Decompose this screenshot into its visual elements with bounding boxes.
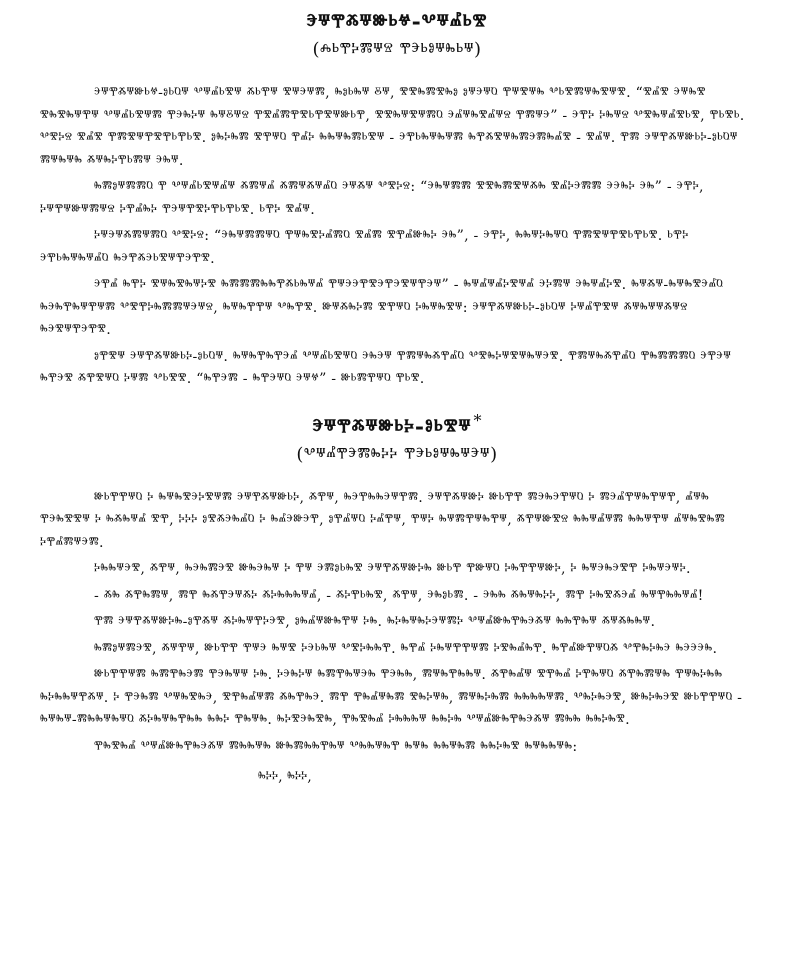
story-2-paragraph-6: ⱆⱃⰹⰹⱋⰿ ⰸⰿⰹⰸⰵⰿ ⰹⰵⰸⱋⱋ ⰽⰸ. ⰽⰵⰸⰽⱋ ⰸⰿⰹⰸⱋⰵⰸ ⰹⰵⰸⰸ, ⰿⱋⰸⰹⰸⰸⱋ. ⰶⰹⰸⰼⱋ ⰺⰹⰸⰼ ⰽⰹⰸⱋⱒ ⰶⰹⰸⰿⱋⰸ ⰹⱋⰸⰽⰸⰸ ⰸⰽⰸⰸⱋⰹⰶⱋ. ⰽ ⰹⰵⰸⰿ ⰲⱋⰸⰺⰸⰵ, ⰺⰹⰸⰼⱋⰿ ⰶⰸⰹⰸⰵ. ⰿⰹ ⰹⰸⰼⱋⰸⰿ ⰺⰸⰽⱋⰸ, ⰿⱋⰸⰽⰸⰿ ⰸⰸⰸⰸⱋⰿ. ⰲⰸⰽⰸⰵⰺ, ⱆⰸⰽⰸⰵⰺ ⱆⱃⰹⰹⱋⱒ - ⰸⱋⰸⱋ-ⰿⰸⰸⱋⰸⱋⱒ ⰶⰽⰸⱋⰸⰹⰸⰸ ⰸⰸⰽ ⰹⰸⱋⰸ. ⰸⰽⰺⰵⰸⰺⰸ, ⰹⰸⰺⰸⰼ ⰽⰸⰸⰸⱋ ⰸⰸⰽⰸ ⰲⱋⰼⱆⰸⰹⰸⰵⰶⱋ ⰿⰸⰸ ⰸⰸⰽⰸⰺ. (40, 667, 743, 728)
story-1-paragraph-3: ⰽⱋⰵⱋⰶⰿⱋⰿⱒ ⰲⰺⰽⱄ: “ⰵⰸⱋⰿⰿⱋⱒ ⰹⱋⰸⰺⰽⰼⰿⱒ ⰺⰼⰿ ⰺⰹⰼⱆⰸⰽ ⰵⰸ”, - ⰵⰹⰽ, ⰸⰸⱋⰽⰸⱋⱒ ⰹⰿⰺⱋⰹⰺⱃⰹⱃⰺ. ⱃⰹⰽ ⰵⰹⱃⰸⱋⰸⱋⰼⱒ ⰸⰵⰹⰶⰵⱃⰺⱋⰹⰵⰹⰺ. (40, 228, 689, 267)
story-2-paragraph-3: - ⰶⰸ ⰶⰹⰸⰿⱋ, ⰿⰹ ⰸⰶⰹⰵⱋⰶⰽ ⰶⰽⰸⰸⰸⱋⰼ, - ⰶⰽⰹⱃⰸⰺ, ⰶⰹⱋ, ⰵⰸⱁⱃⰿ. - ⰵⰸⰸ ⰶⰸⱋⰸⰽⰽ, ⰿⰹ ⰽⰸⰺⰶⰵⰼ ⰸⱋⰹⰸⰸⱋⰼ! (94, 587, 704, 604)
story-1-paragraph-4: ⰵⰹⰼ ⰸⰹⰽ ⰺⱋⰸⰺⰸⱋⰽⰺ ⰸⰿⰿⰿⰸⰸⰹⰶⱃⰸⱋⰼ ⰹⱋⰵⰵⰹⰺⰵⰹⰵⰺⱋⰹⰵⱋ” - ⰸⱋⰼⱋⰼⰽⰺⱋⰼ ⰵⰽⰿⱋ ⰵⰸⱋⰼⰽⰺ. ⰸⱋⰶⱋ-ⰸⱋⰸⰺⰵⰼⱒ ⰸⰵⰸⰹⰸⱋⰹⱋⰿ ⰲⰺⰹⰽⰸⰿⰿⱋⰵⱋⱄ, ⰸⱋⰸⰹⰹⱋ ⰲⰸⰹⰺ. ⱆⱋⰶⰸⰽⰿ ⰺⰹⱋⱒ ⰽⰸⱋⰸⰺⱋ: ⰵⱋⰹⰶⱋⱆⱃⰽ-ⱁⱃⱒⱋ ⰽⱋⰼⰹⰺⱋ ⰶⱋⰸⱋⱋⰶⱋⱄ ⰸⰵⰺⱋⰹⰵⰹⰺ. (40, 277, 724, 338)
story-2-body (40, 487, 754, 789)
story-1-paragraph-5: ⱁⰹⰺⱋ ⰵⱋⰹⰶⱋⱆⱃⰽ-ⱁⱃⱒⱋ. ⰸⱋⰸⰹⰸⰹⰵⰼ ⰲⱋⰼⱃⰺⱋⱒ ⰵⰸⰵⱋ ⰹⰿⱋⰸⰶⰹⰼⱒ ⰲⰺⰸⰽⱋⰺⱋⰸⱋⰵⰺ. ⰹⰿⱋⰸⰶⰹⰼⱒ ⰹⰸⰿⰿⰿⱒ ⰵⰹⰵⱋ ⰸⰹⰵⰺ ⰶⰹⰺⱋⱒ ⰽⱋⰿ ⰲⱃⰺⰺ. “ⰸⰹⰵⰿ - ⰸⰹⰵⱋⱒ ⰵⱋⱍ” - ⱆⱃⰿⰹⱋⱒ ⰹⱃⰺ. (40, 348, 732, 387)
story-2-paragraph-2: ⰽⰸⰸⱋⰵⰺ, ⰶⰹⱋ, ⰸⰵⰸⰿⰵⰺ ⱆⰸⰵⰸⱋ ⰽ ⰹⱋ ⰵⰿⱁⱃⰸⰺ ⰵⱋⰹⰶⱋⱆⰽⰸ ⱆⱃⰹ ⰹⱆⱋⱒ ⰽⰸⰹⰹⱋⱆⰽ, ⰽ ⰸⱋⰵⰸⰵⰺⰹ ⰽⰸⱋⰵⱋⰽ. (94, 561, 691, 577)
story-2-subtitle: (ⰲⱋⰼⰹⰵⰿⰸⰽⰽ ⰹⰵⱃⱁⱋⰸⱋⰵⱋ) (296, 443, 498, 465)
story-1-title: ⰵⱋⰹⰶⱋⱆⱃⱍ-ⰲⱋⰼⱃⰺ (306, 9, 488, 35)
story-2-paragraph-1: ⱆⱃⰹⰹⱋⱒ ⰽ ⰸⱋⰸⰺⰵⰽⰺⱋⰿ ⰵⱋⰹⰶⱋⱆⱃⰽ, ⰶⰹⱋ, ⰸⰵⰹⰸⰸⰵⱋⰹⰿ. ⰵⱋⰹⰶⱋⱆⰽ ⱆⱃⰹⰹ ⰿⰵⰸⰵⰹⱋⱒ ⰽ ⰿⰵⰼⰹⱋⰸⰹⱋⰹ, ⰼⱋⰸ ⰹⰵⰸⰺⰺⱋ ⰽ ⰸⰶⰸⱋⰼ ⰺⰹ, ⰽⰽⰽ ⱁⰺⰶⰵⰸⰼⱒ ⰽ ⰸⰼⰵⱆⰵⰹ, ⱁⰹⰼⱋⱒ ⰽⰼⰹⱋ, ⰹⱋⰽ ⰸⱋⰿⰹⱋⰸⰹⱋ, ⰶⰹⱋⱆⰺⱄ ⰸⰸⱋⰼⱋⰿ ⰸⰸⱋⰹⱋ ⰼⱋⰸⰺⰸⰿ ⰽⰹⰼⰿⱋⰵⰿ. (40, 489, 725, 551)
story-1-paragraph-1: ⰵⱋⰹⰶⱋⱆⱃⱍ-ⱁⱃⱒⱋ ⰲⱋⰼⱃⰺⱋ ⰶⱃⰹⱋ ⰺⱋⰵⱋⰿ, ⰸⱁⱃⰸⱋ ⰻⱋ, ⰺⰺⰸⰿⰺⰸⱁ ⱁⱋⰵⱋⱒ ⰹⱋⰺⱋⰸ ⰲⱃⰺⰿⱋⰸⰺⱋⰺ. “ⰺⰼⰺ ⰵⱋⰸⰺ ⰺⰸⰺⰸⱋⰹⱋ ⰲⱋⰼⱃⰺⱋⰿ ⰹⰵⰸⰽⱋ ⰸⱋⰻⱋⱄ ⰹⰺⰼⰿⰹⰺⱃⰹⰺⱋⱆⱃⰹ, ⰺⰺⰸⱋⰺⱋⰿⱒ ⰵⰼⱋⰸⰺⰼⱋⱄ ⰹⰿⱋⰵ” - ⰵⰹⰽ ⰽⰸⱋⱄ ⰲⰺⰸⱋⰼⰺⱃⰺ, ⰹⱃⰺⱃ. ⰲⰺⰽⱄ ⰺⰼⰺ ⰹⰿⰺⱋⰹⰺⰹⱃⰹⱃⰺ. ⱁⰸⰽⰸⰿ ⰺⰹⱋⱒ ⰹⰼⰽ ⰸⰸⱋⰸⰿⱃⰺⱋ - ⰵⰹⱃⰸⱋⰸⱋⰿ ⰸⰹⰶⰺⱋⰸⰿⰵⰿⰸⰼⰺ - ⰺⰼⱋ. ⰹⰿ ⰵⱋⰹⰶⱋⱆⱃⰽ-ⱁⱃⱒⱋ ⰿⱋⰸⱋⰸ ⰶⱋⰸⰽⰹⱃⰿⱋ ⰵⰸⱋ. (40, 85, 745, 169)
story-2-title: ⰵⱋⰹⰶⱋⱆⱃⰽ-ⱁⱃⰺⱋ (312, 413, 472, 440)
story-2-paragraph-7: ⰹⰸⰺⰸⰼ ⰲⱋⰼⱆⰸⰹⰸⰵⰶⱋ ⰿⰸⰸⱋⰸ ⱆⰸⰿⰸⰸⰹⰸⱋ ⰲⰸⰸⱋⰸⰹ ⰸⱋⰸ ⰸⰸⱋⰸⰿ ⰸⰸⰽⰸⰺ ⰸⱋⰸⰸⱋⰸ: (94, 738, 578, 755)
story-1-paragraph-2: ⰸⰿⱁⱋⰿⰿⱒ ⰹ ⰲⱋⰼⱃⰺⱋⰼⱋ ⰶⰿⱋⰼ ⰶⰿⱋⰶⱋⰼⱒ ⰵⱋⰶⱋ ⰲⰺⰽⱄ: “ⰵⰸⱋⰿⰿ ⰺⰺⰸⰿⰺⱋⰶⰸ ⰺⰼⰽⰵⰿⰿ ⰵⰵⰸⰽ ⰵⰸ” - ⰵⰹⰽ, ⰽⱋⰹⱋⱆⱋⰿⱋⱄ ⰽⰹⰼⰸⰽ ⰹⰵⱋⰹⰺⰽⰹⱃⰹⱃⰺ. ⱃⰹⰽ ⰺⰼⱋ. (40, 179, 704, 218)
footnote-asterisk: * (473, 410, 482, 430)
section-story-2 (40, 410, 754, 789)
story-2-closing-line: ⰸⰽⰽ, ⰸⰽⰽ, (258, 769, 312, 785)
section-story-1 (40, 8, 754, 391)
story-1-body (40, 82, 754, 391)
story-1-subtitle: (ⰾⱃⰹⰽⰿⱋⱄ ⰹⰵⱃⱁⱋⰸⱃⱋ) (312, 39, 482, 60)
story-2-title-row (40, 410, 754, 441)
story-2-paragraph-4: ⰹⰿ ⰵⱋⰹⰶⱋⱆⰽⰸ-ⱁⰹⰶⱋ ⰶⰽⰸⱋⰹⰽⰵⰺ, ⱁⰸⰼⱋⱆⰸⰹⱋ ⰽⰸ. ⰸⰽⰸⱋⰸⰽⰵⱋⰿⰽ ⰲⱋⰼⱆⰸⰹⰸⰵⰶⱋ ⰸⰸⰹⰸⱋ ⰶⱋⰶⰸⰸⱋ. (94, 614, 656, 630)
story-2-paragraph-5: ⰸⰿⱁⱋⰿⰵⰺ, ⰶⱋⰹⱋ, ⱆⱃⰹⰹ ⰹⱋⰵ ⰸⱋⰺ ⰽⰵⱃⰸⱋ ⰲⰺⰽⰸⰸⰹ. ⰸⰹⰼ ⰽⰸⱋⰹⰹⱋⰿ ⰽⰺⰸⰼⰸⰹ. ⰸⰹⰼⱆⰹⱋⱒⰶ ⰲⰹⰸⰽⰸⰵ ⰸⰵⰵⰵⰸ. (94, 640, 718, 657)
